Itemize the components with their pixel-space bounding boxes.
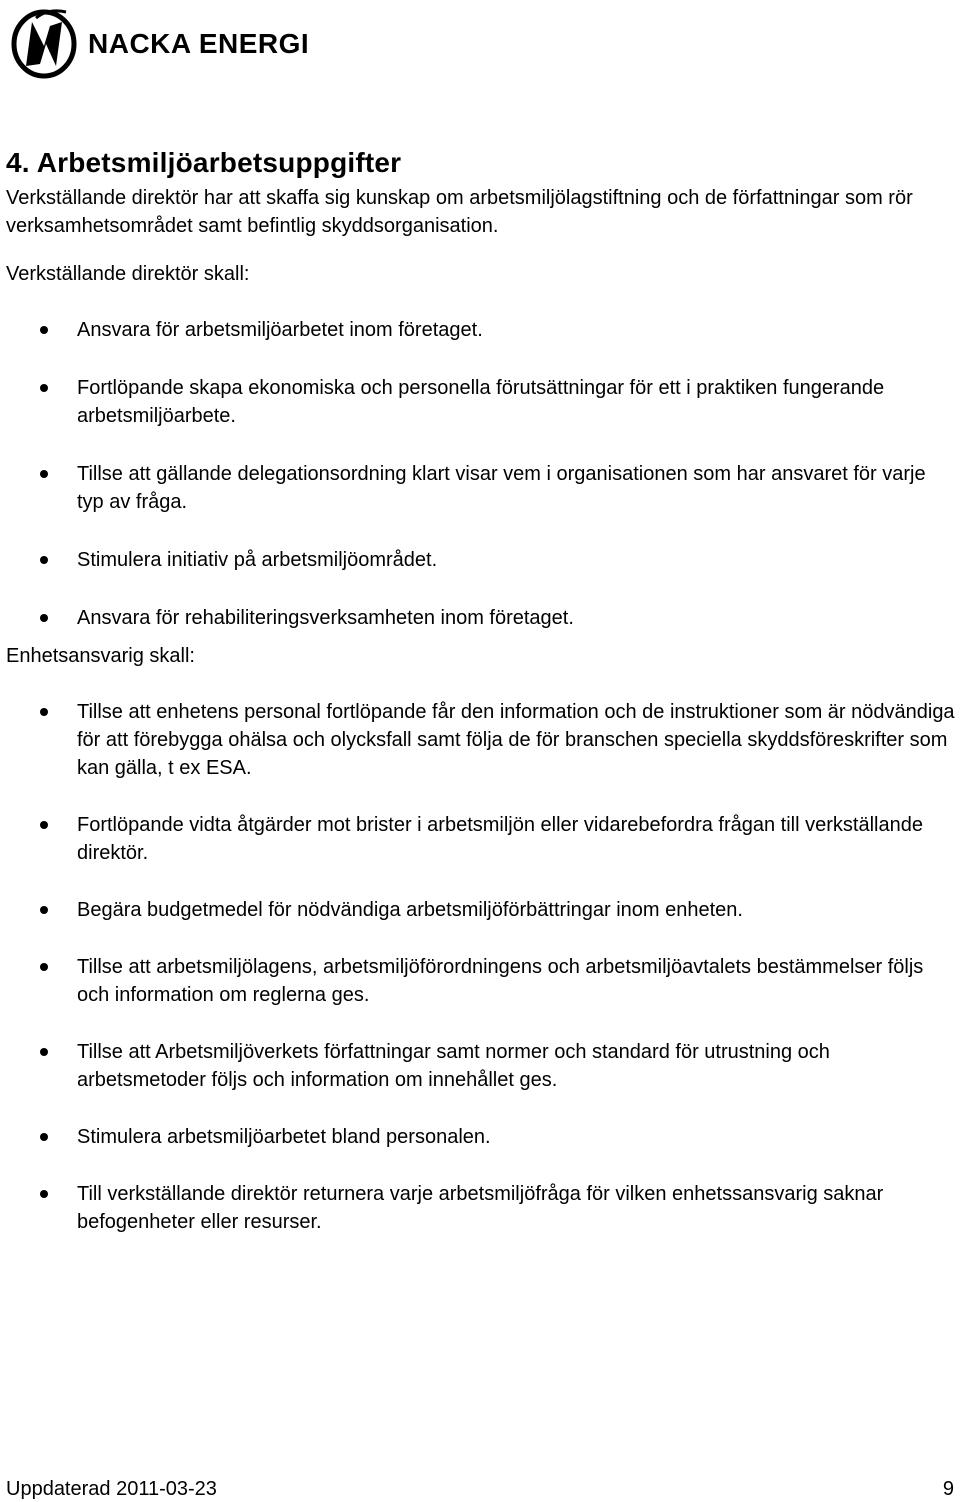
logo-text: NACKA ENERGI (88, 28, 310, 59)
list-item-text: Tillse att enhetens personal fortlöpande får den information och de instruktioner som är nödvändiga för att förebygga ohälsa och olycksfall samt följa de för branschen speciella skyddsföreskrifter som kan gälla, t ex ESA. (77, 701, 955, 779)
bullet-icon (40, 963, 48, 971)
unit-lead: Enhetsansvarig skall: (6, 645, 195, 667)
list-item-text: Tillse att arbetsmiljölagens, arbetsmiljöförordningens och arbetsmiljöavtalets bestämmelser följs och information om reglerna ges. (77, 956, 924, 1006)
list-item-text: Stimulera arbetsmiljöarbetet bland personalen. (77, 1126, 491, 1148)
list-item (6, 1038, 956, 1094)
list-item (6, 811, 956, 867)
updated-date: Uppdaterad 2011-03-23 (6, 1478, 217, 1500)
list-item (6, 1180, 956, 1236)
list-item-text: Tillse att gällande delegationsordning klart visar vem i organisationen som har ansvaret för varje typ av fråga. (77, 463, 926, 513)
nacka-energi-logo-icon (8, 4, 80, 84)
list-item-text: Till verkställande direktör returnera varje arbetsmiljöfråga för vilken enhetssansvarig saknar befogenheter eller resurser. (77, 1183, 884, 1233)
list-item-text: Fortlöpande skapa ekonomiska och personella förutsättningar för ett i praktiken fungerande arbetsmiljöarbete. (77, 377, 885, 427)
bullet-icon (40, 821, 48, 829)
list-item (6, 374, 956, 430)
list-item-text: Fortlöpande vidta åtgärder mot brister i arbetsmiljön eller vidarebefordra frågan till verkställande direktör. (77, 814, 923, 864)
list-item (6, 316, 956, 344)
list-item-text: Tillse att Arbetsmiljöverkets författningar samt normer och standard för utrustning och arbetsmetoder följs och information om innehållet ges. (77, 1041, 830, 1091)
list-item (6, 546, 956, 574)
vd-lead: Verkställande direktör skall: (6, 263, 250, 285)
document-body (6, 144, 956, 1236)
bullet-icon (40, 1133, 48, 1141)
bullet-icon (40, 708, 48, 716)
bullet-icon (40, 906, 48, 914)
list-item-text: Begära budgetmedel för nödvändiga arbetsmiljöförbättringar inom enheten. (77, 899, 743, 921)
list-item (6, 896, 956, 924)
section-title: 4. Arbetsmiljöarbetsuppgifter (6, 147, 402, 178)
bullet-icon (40, 384, 48, 392)
company-logo (8, 4, 308, 84)
list-item (6, 1123, 956, 1151)
bullet-icon (40, 326, 48, 334)
bullet-icon (40, 470, 48, 478)
list-item (6, 460, 956, 516)
bullet-icon (40, 1048, 48, 1056)
vd-task-list (6, 316, 956, 632)
list-item-text: Ansvara för arbetsmiljöarbetet inom företaget. (77, 319, 483, 341)
list-item (6, 698, 956, 782)
page-number: 9 (942, 1478, 954, 1500)
unit-task-list (6, 698, 956, 1236)
bullet-icon (40, 1190, 48, 1198)
page-footer (6, 1476, 954, 1502)
list-item (6, 953, 956, 1009)
list-item-text: Stimulera initiativ på arbetsmiljöområdet. (77, 549, 438, 571)
intro-paragraph: Verkställande direktör har att skaffa sig kunskap om arbetsmiljölagstiftning och de författningar som rör verksamhetsområdet samt befintlig skyddsorganisation. (6, 187, 913, 237)
bullet-icon (40, 556, 48, 564)
list-item-text: Ansvara för rehabiliteringsverksamheten inom företaget. (77, 607, 574, 629)
list-item (6, 604, 956, 632)
bullet-icon (40, 614, 48, 622)
